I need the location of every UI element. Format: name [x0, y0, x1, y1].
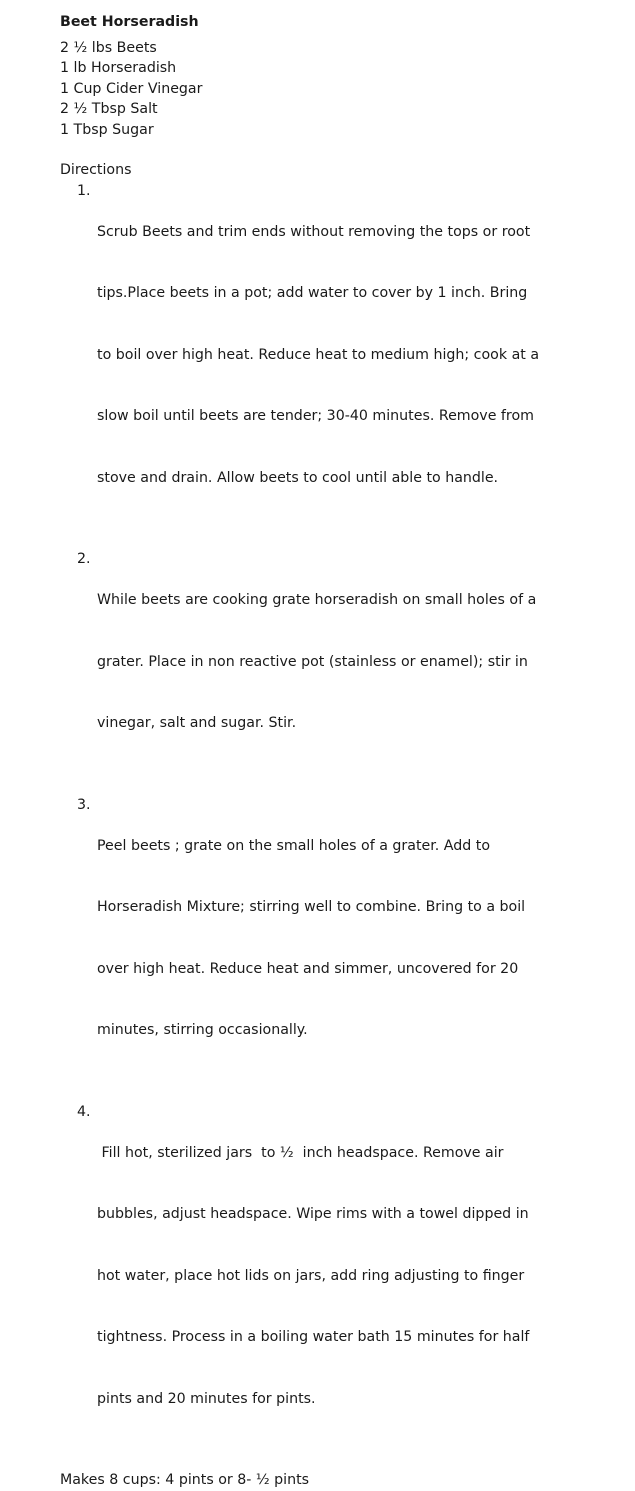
- step-line: Fill hot, sterilized jars to ½ inch headspace. Remove air: [97, 1144, 504, 1161]
- step-number: 2.: [77, 551, 91, 567]
- step-line: tightness. Process in a boiling water bath 15 minutes for half: [97, 1329, 530, 1345]
- direction-step: [77, 795, 620, 1082]
- step-number: 1.: [77, 182, 91, 199]
- recipe-yield: Makes 8 cups: 4 pints or 8- ½ pints: [60, 1472, 310, 1488]
- step-line: While beets are cooking grate horseradish on small holes of a: [97, 592, 537, 608]
- step-text: [97, 1102, 620, 1451]
- ingredient-item: 2 ½ lbs Beets: [60, 39, 157, 56]
- step-line: tips.Place beets in a pot; add water to cover by 1 inch. Bring: [97, 285, 528, 301]
- step-number: 3.: [77, 796, 91, 813]
- ingredient-list: [60, 38, 620, 141]
- direction-step: [77, 1102, 620, 1451]
- ingredient-item: 2 ½ Tbsp Salt: [60, 101, 158, 117]
- recipe-card: [60, 12, 620, 1491]
- direction-step: [77, 549, 620, 775]
- direction-step: [77, 181, 620, 530]
- step-line: pints and 20 minutes for pints.: [97, 1390, 316, 1407]
- step-line: hot water, place hot lids on jars, add ring adjusting to finger: [97, 1267, 525, 1284]
- directions-list: [60, 181, 620, 1451]
- step-number: 4.: [77, 1103, 91, 1120]
- ingredient-item: 1 Tbsp Sugar: [60, 121, 154, 138]
- step-text: [97, 549, 620, 775]
- step-line: grater. Place in non reactive pot (stainless or enamel); stir in: [97, 653, 528, 670]
- step-line: Horseradish Mixture; stirring well to combine. Bring to a boil: [97, 899, 526, 915]
- step-line: Scrub Beets and trim ends without removing the tops or root: [97, 223, 531, 240]
- step-line: minutes, stirring occasionally.: [97, 1022, 308, 1038]
- recipe-title: Beet Horseradish: [60, 14, 199, 30]
- step-line: over high heat. Reduce heat and simmer, uncovered for 20: [97, 960, 519, 977]
- step-line: slow boil until beets are tender; 30-40 minutes. Remove from: [97, 408, 534, 424]
- directions-heading: Directions: [60, 162, 132, 178]
- step-line: vinegar, salt and sugar. Stir.: [97, 715, 297, 731]
- ingredient-item: 1 Cup Cider Vinegar: [60, 80, 203, 97]
- step-text: [97, 181, 620, 530]
- step-text: [97, 795, 620, 1082]
- step-line: to boil over high heat. Reduce heat to medium high; cook at a: [97, 346, 540, 363]
- step-line: Peel beets ; grate on the small holes of a grater. Add to: [97, 837, 491, 854]
- step-line: stove and drain. Allow beets to cool until able to handle.: [97, 469, 499, 486]
- step-line: bubbles, adjust headspace. Wipe rims with a towel dipped in: [97, 1206, 529, 1222]
- ingredient-item: 1 lb Horseradish: [60, 60, 177, 76]
